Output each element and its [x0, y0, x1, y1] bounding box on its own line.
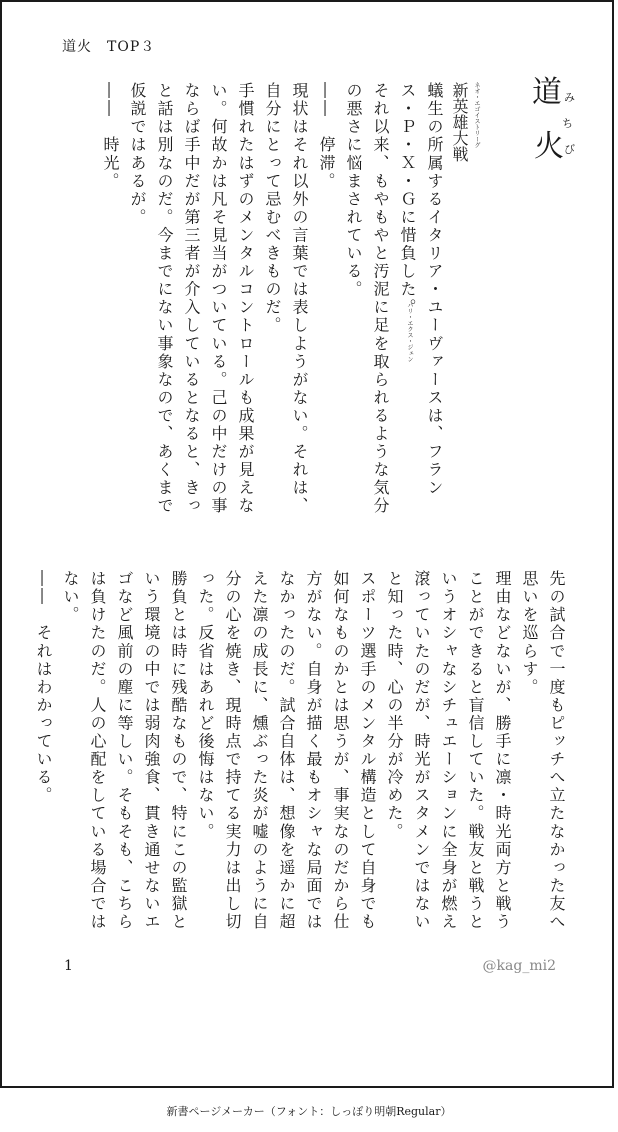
footer-credit: 新書ページメーカー（フォント：しっぽり明朝Regular）: [166, 1105, 452, 1118]
title-ruby-1: み: [564, 91, 575, 104]
pxg-ruby: パリ・エクス・ジェン: [406, 302, 413, 362]
title-ruby-3: び: [564, 143, 575, 156]
upper-body-text: 蟻生の所属するイタリア・ユーヴァースは、フランス・Ｐ・Ｘ・Ｇに惜負した。 それ以来、もやもやと汚泥に足を取られるような気分の悪さに悩まされている。 ―― 停滞。 現状はそれ以外の言葉では表しようがない。それは、自分にとって忌むべきものだ。 手慣れたはずのメンタルコントロールも成果が見えない。何故かは凡そ見当がついている。己の中だけの事ならば手中だが第三者が介入しているとなると、きっと話は別なのだ。今までにない事象なので、あくまで仮説ではあるが。 ―― 時光。: [101, 82, 444, 516]
lower-body-text: 先の試合で一度もピッチへ立たなかった友へ思いを巡らす。 理由などないが、勝手に凛・時光両方と戦うことができると盲信していた。戦友と戦うというオシャなシチュエーションに全身が燃え滾っていたのだが、時光がスタメンではないと知った時、心の半分が冷めた。 スポーツ選手のメンタル構造として自身でも如何なものかとは思うが、事実なのだから仕方がない。自身が描く最もオシャな局面ではなかったのだ。試合自体は、想像を遥かに超えた凛の成長に、燻ぶった炎が嘘のように自分の心を焼き、現時点で持てる実力は出し切った。反省はあれど後悔はない。 勝負とは時に残酷なもので、特にこの監獄という環境の中では弱肉強食、貫き通せないエゴなど風前の塵に等しい。そもそも、こちらは負けたのだ。人の心配をしている場合ではない。 ―― それはわかっている。: [34, 570, 566, 931]
page-number: 1: [64, 958, 73, 974]
running-header: 道火 TOP３: [62, 39, 156, 55]
title-char-1: 道: [532, 75, 562, 110]
subtitle: 新英雄大戦: [450, 82, 469, 162]
title-char-2: 火: [534, 129, 564, 164]
title-ruby-2: ち: [562, 117, 573, 130]
subtitle-ruby: ネオ・エゴイストリーグ: [473, 82, 480, 148]
author-handle: @kag_mi2: [482, 958, 556, 974]
chapter-title: [528, 76, 588, 196]
